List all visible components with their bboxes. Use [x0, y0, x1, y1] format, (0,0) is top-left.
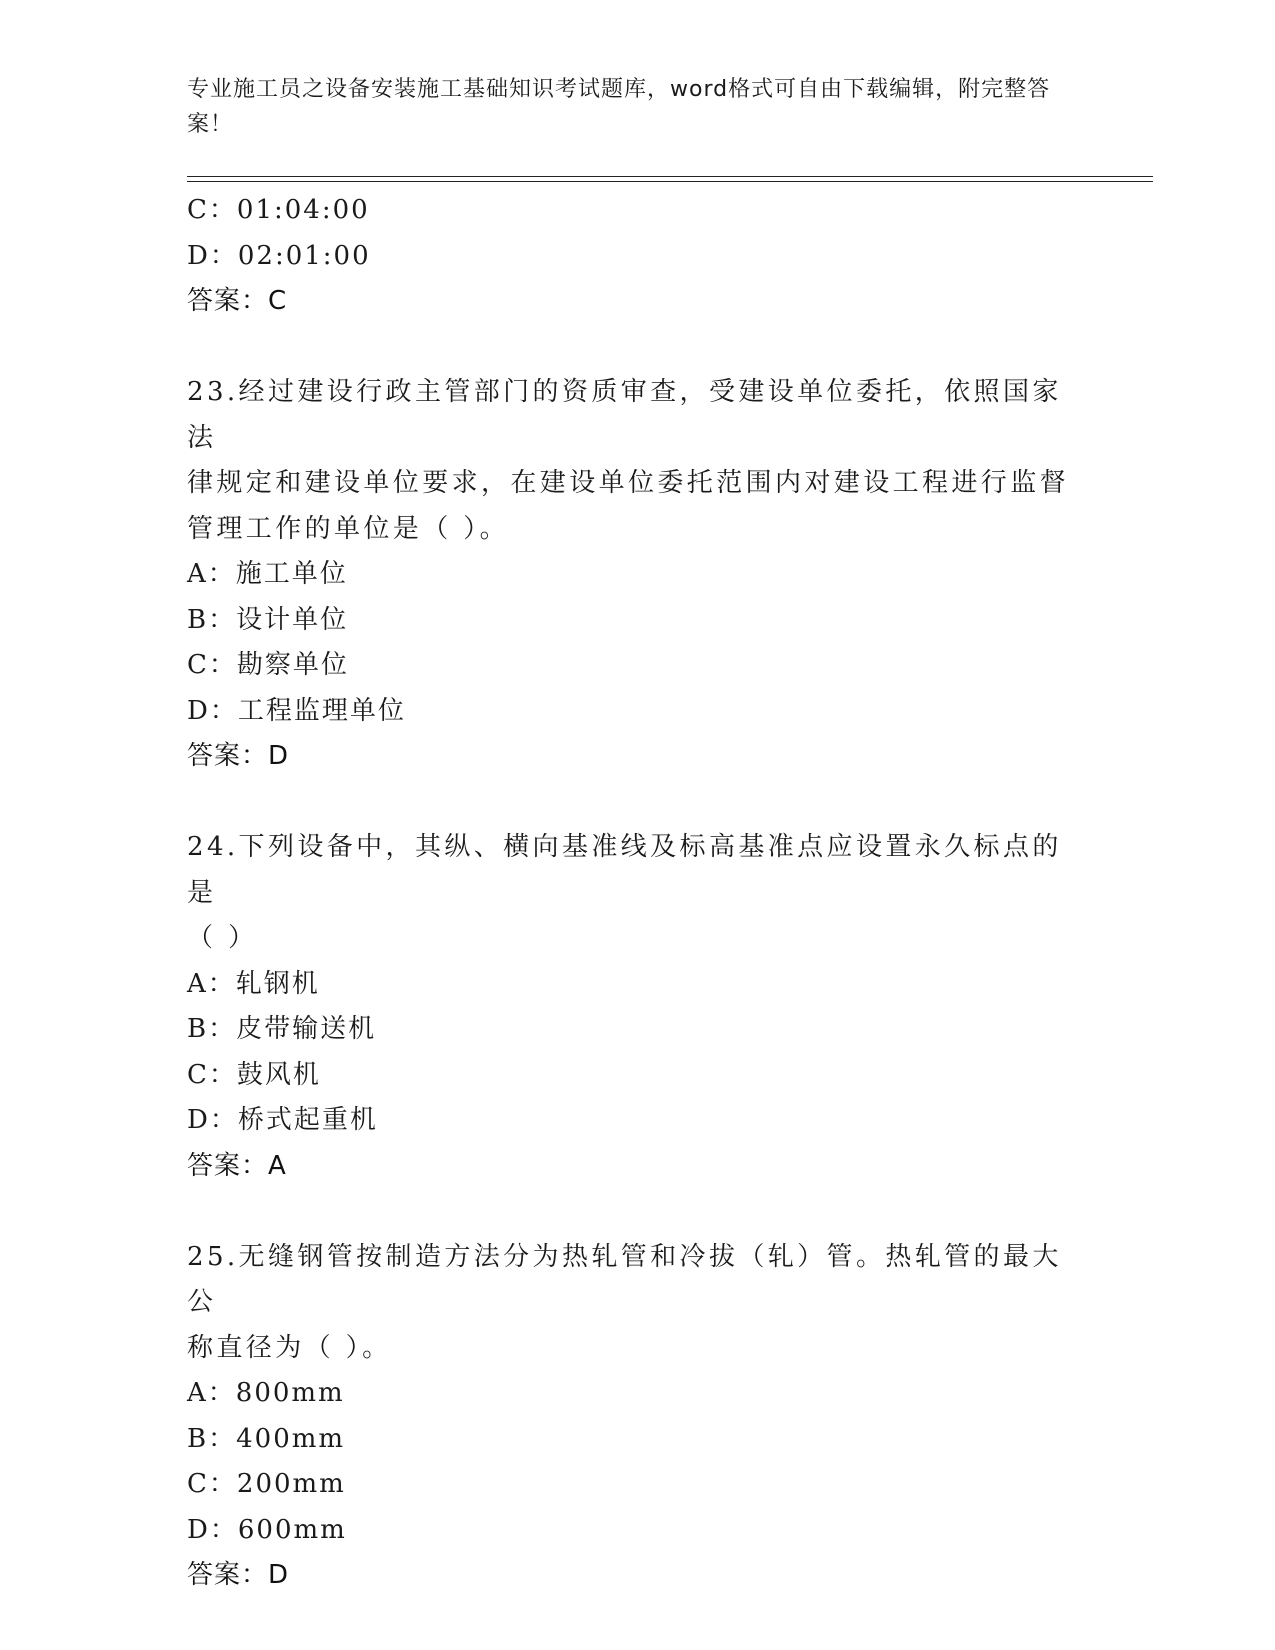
- question-stem-line: 律规定和建设单位要求，在建设单位委托范围内对建设工程进行监督: [187, 468, 1070, 498]
- option-item: [187, 1462, 1087, 1508]
- option-text: 桥式起重机: [237, 1105, 378, 1135]
- option-label: C：: [187, 650, 237, 680]
- question-block: [187, 370, 1087, 780]
- option-item: [187, 598, 1087, 644]
- spacer: [187, 325, 1087, 371]
- option-item: [187, 962, 1087, 1008]
- option-label: A：: [187, 1378, 236, 1408]
- question-block: [187, 825, 1087, 1189]
- answer-line: 答案：C: [187, 286, 288, 316]
- option-item: [187, 1053, 1087, 1099]
- question-stem-line: 称直径为（ ）。: [187, 1332, 392, 1363]
- spacer: [187, 780, 1087, 826]
- option-label: D：: [187, 1105, 238, 1135]
- option-label: D：: [187, 1514, 238, 1545]
- option-text: 01:04:00: [236, 195, 370, 225]
- option-item: [187, 1371, 1087, 1417]
- option-label: C：: [187, 1059, 237, 1090]
- option-text: 勘察单位: [236, 650, 349, 680]
- answer-line: 答案：A: [187, 1150, 287, 1181]
- option-label: A：: [187, 968, 236, 999]
- question-stem-line: 管理工作的单位是（ ）。: [187, 513, 510, 544]
- option-text: 设计单位: [236, 604, 349, 635]
- option-text: 600mm: [237, 1514, 347, 1545]
- option-text: 工程监理单位: [237, 695, 406, 726]
- answer-line: 答案：D: [187, 1560, 290, 1590]
- option-item: [187, 1098, 1087, 1144]
- header-divider-bottom: [187, 181, 1153, 182]
- previous-question-tail: [187, 188, 1087, 325]
- option-label: B：: [187, 1423, 237, 1454]
- option-label: C：: [187, 195, 237, 225]
- question-block: [187, 1235, 1087, 1599]
- option-item: [187, 1417, 1087, 1463]
- option-item: [187, 188, 1087, 234]
- option-text: 800mm: [235, 1378, 345, 1408]
- question-stem-line: 25.无缝钢管按制造方法分为热轧管和冷拔（轧）管。热轧管的最大公: [187, 1241, 1062, 1317]
- option-label: B：: [187, 604, 237, 635]
- option-text: 400mm: [236, 1423, 346, 1454]
- spacer: [187, 1189, 1087, 1235]
- option-item: [187, 1508, 1087, 1554]
- answer-line: 答案：D: [187, 741, 290, 771]
- option-item: [187, 643, 1087, 689]
- question-stem-line: 23.经过建设行政主管部门的资质审查，受建设单位委托，依照国家法: [187, 377, 1062, 453]
- question-stem-line: 24.下列设备中，其纵、横向基准线及标高基准点应设置永久标点的是: [187, 832, 1062, 908]
- option-label: D：: [187, 695, 238, 726]
- option-label: B：: [187, 1014, 237, 1044]
- option-text: 轧钢机: [235, 968, 320, 999]
- option-text: 200mm: [236, 1469, 346, 1499]
- option-item: [187, 689, 1087, 735]
- option-text: 施工单位: [235, 559, 348, 589]
- option-label: C：: [187, 1469, 237, 1499]
- question-content: [187, 188, 1087, 1599]
- option-text: 02:01:00: [237, 240, 371, 271]
- option-item: [187, 552, 1087, 598]
- question-stem-line: （ ）: [187, 923, 258, 953]
- option-label: A：: [187, 559, 236, 589]
- option-item: [187, 1007, 1087, 1053]
- header-divider-top: [187, 176, 1153, 177]
- option-label: D：: [187, 240, 238, 271]
- document-header: 专业施工员之设备安装施工基础知识考试题库，word格式可自由下载编辑，附完整答案！: [187, 77, 1051, 137]
- option-item: [187, 234, 1087, 280]
- option-text: 鼓风机: [236, 1059, 321, 1090]
- option-text: 皮带输送机: [236, 1014, 377, 1044]
